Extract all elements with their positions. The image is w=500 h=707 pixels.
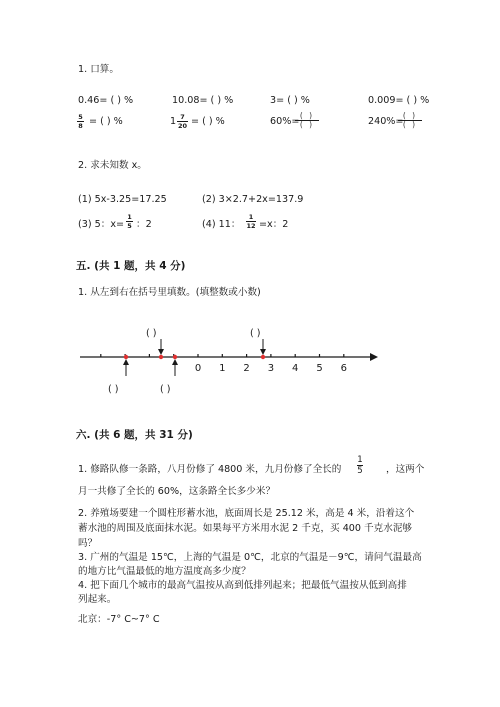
equation-4-left: (4) 11： — [202, 219, 241, 230]
oral-calc-8-left: 240%= — [368, 116, 404, 127]
oral-calc-3: 3= ( ) % — [270, 95, 310, 106]
word-problem-1-line-1: 1. 修路队修一条路，八月份修了 4800 米，九月份修了全长的 — [78, 464, 342, 475]
section-6-heading: 六. (共 6 题，共 31 分) — [76, 429, 193, 441]
word-problem-4-line-1: 4. 把下面几个城市的最高气温按从高到低排列起来；把最低气温按从低到高排 — [78, 580, 407, 591]
word-problem-2-line-3: 吗？ — [78, 538, 98, 549]
paren-bottom-1: ( ) — [108, 384, 119, 395]
beijing-temperature: 北京：-7° C~7° C — [78, 614, 160, 625]
down-arrow-1-head — [158, 349, 164, 355]
tick-label-3: 3 — [267, 363, 275, 374]
tick-label-0: 0 — [194, 363, 202, 374]
word-problem-2-line-2: 蓄水池的周围及底面抹水泥。如果每平方米用水泥 2 千克，买 400 千克水泥够 — [78, 523, 413, 534]
section-5-question-1: 1. 从左到右在括号里填数。(填整数或小数) — [78, 287, 261, 298]
fraction-7-20: 7 20 — [177, 113, 188, 130]
equation-2: (2) 3×2.7+2x=137.9 — [202, 194, 304, 205]
word-problem-3-line-2: 的地方比气温最低的地方温度高多少度？ — [78, 566, 251, 577]
up-arrow-2-head — [172, 359, 178, 365]
oral-calc-2: 10.08= ( ) % — [172, 95, 234, 106]
point-dot-4 — [261, 355, 265, 359]
blank-fraction-2: ( ) ( ) — [398, 112, 422, 129]
word-problem-3-line-1: 3. 广州的气温是 15℃，上海的气温是 0℃，北京的气温是－9℃，请问气温最高 — [78, 552, 422, 563]
fraction-one-fifth: 1 5 — [357, 455, 363, 476]
oral-calc-1: 0.46= ( ) % — [78, 95, 134, 106]
equation-1: (1) 5x-3.25=17.25 — [78, 194, 167, 205]
axis-arrowhead — [370, 353, 378, 361]
paren-top-1: ( ) — [146, 328, 157, 339]
section-5-heading: 五. (共 1 题，共 4 分) — [76, 260, 186, 272]
equation-3-right: ：2 — [136, 219, 152, 230]
point-dot-1 — [124, 355, 128, 359]
tick-label-5: 5 — [316, 363, 323, 374]
question-1-title: 1. 口算。 — [78, 64, 119, 75]
tick-label-1: 1 — [219, 363, 226, 374]
fraction-5-8: 5 8 — [78, 113, 83, 130]
word-problem-1-tail: ，这两个 — [386, 464, 425, 475]
tick-label-2: 2 — [243, 363, 250, 374]
blank-fraction-1: ( ) ( ) — [295, 112, 319, 129]
up-arrow-1-head — [123, 359, 129, 365]
down-arrow-2-head — [260, 349, 266, 355]
word-problem-1-line-2: 月一共修了全长的 60%，这条路全长多少米？ — [78, 486, 276, 497]
fraction-1-12: 1 12 — [246, 213, 256, 230]
oral-calc-7-left: 60%= — [270, 116, 300, 127]
mixed-whole: 1 — [170, 116, 177, 127]
point-dot-3 — [173, 355, 177, 359]
fraction-1-5: 1 5 — [127, 213, 132, 230]
tick-label-4: 4 — [292, 363, 299, 374]
tick-labels — [195, 363, 347, 374]
tick-label-6: 6 — [340, 363, 347, 374]
word-problem-4-line-2: 列起来。 — [78, 594, 117, 605]
oral-calc-6-rest: = ( ) % — [191, 116, 225, 127]
equation-3-left: (3) 5：x= — [78, 219, 125, 230]
equation-4-right: =x：2 — [259, 219, 289, 230]
point-dot-2 — [159, 355, 163, 359]
word-problem-2-line-1: 2. 养殖场要建一个圆柱形蓄水池，底面周长是 25.12 米，高是 4 米，沿着这个 — [78, 508, 415, 519]
paren-bottom-2: ( ) — [160, 384, 171, 395]
paren-top-2: ( ) — [250, 328, 261, 339]
oral-calc-5-rest: = ( ) % — [89, 116, 123, 127]
oral-calc-4: 0.009= ( ) % — [368, 95, 430, 106]
question-2-title: 2. 求未知数 x。 — [78, 160, 147, 171]
